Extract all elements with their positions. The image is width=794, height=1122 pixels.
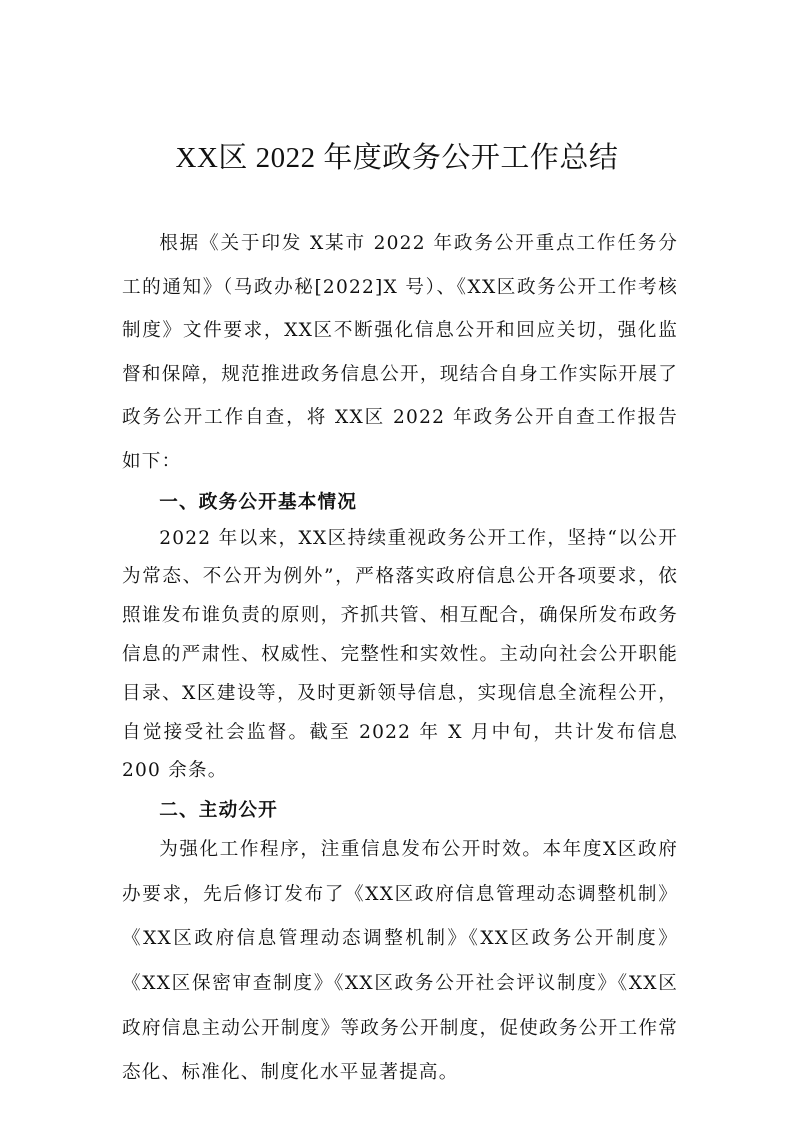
intro-paragraph: 根据《关于印发 X某市 2022 年政务公开重点工作任务分工的通知》（马政办秘[2022]X 号）、《XX区政务公开工作考核制度》文件要求，XX区不断强化信息公开和回应关切，强化监督和保障，规范推进政务信息公开，现结合自身工作实际开展了政务公开工作自查，将 XX区 2022 年政务公开自查工作报告如下：: [122, 233, 678, 472]
document-title: XX区 2022 年度政务公开工作总结: [175, 142, 619, 174]
section-2-heading: 二、主动公开: [159, 800, 278, 822]
section-2-paragraph: 为强化工作程序，注重信息发布公开时效。本年度X区政府办要求，先后修订发布了《XX区政府信息管理动态调整机制》《XX区政府信息管理动态调整机制》《XX区政务公开制度》《XX区保密审查制度》《XX区政务公开社会评议制度》《XX区政府信息主动公开制度》等政务公开制度，促使政务公开工作常态化、标准化、制度化水平显著提高。: [122, 839, 678, 1084]
section-1-paragraph: 2022 年以来，XX区持续重视政务公开工作，坚持“以公开为常态、不公开为例外”，严格落实政府信息公开各项要求，依照谁发布谁负责的原则，齐抓共管、相互配合，确保所发布政务信息的严肃性、权威性、完整性和实效性。主动向社会公开职能目录、X区建设等，及时更新领导信息，实现信息全流程公开，自觉接受社会监督。截至 2022 年 X 月中旬，共计发布信息 200 余条。: [122, 527, 678, 782]
section-1-heading: 一、政务公开基本情况: [159, 491, 358, 513]
document-body: [122, 222, 678, 1096]
